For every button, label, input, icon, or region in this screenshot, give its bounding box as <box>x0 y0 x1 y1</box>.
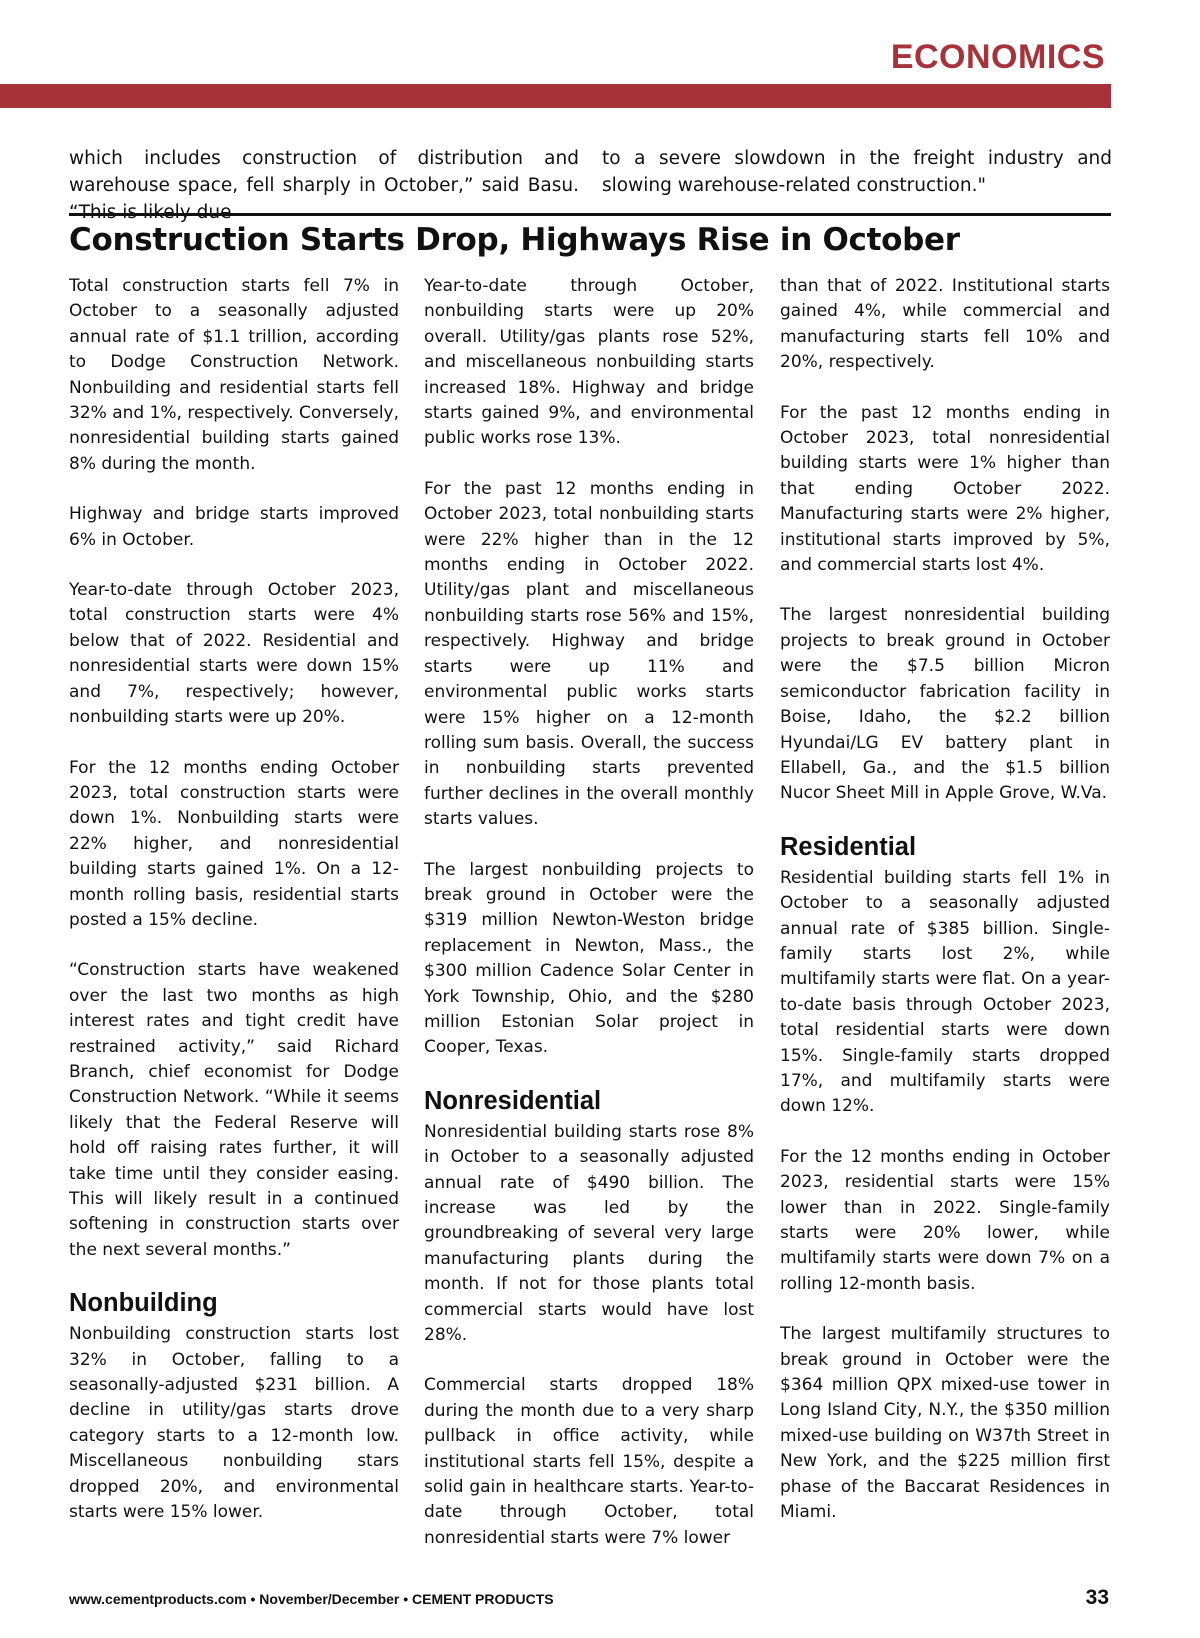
paragraph: Total construction starts fell 7% in October to a seasonally adjusted annual rate of $1.1 trillion, according to Dodge Construction Network. Nonbuilding and residential starts fell 32% and 1%, respectively. Conversely, nonresidential building starts gained 8% during the month. <box>69 276 400 474</box>
paragraph: The largest nonbuilding projects to break ground in October were the $319 million Newton-Weston bridge replacement in Newton, Mass., the $300 million Cadence Solar Center in York Township, Ohio, and the $280 million Estonian Solar project in Cooper, Texas. <box>424 859 754 1058</box>
subheading-residential: Residential <box>780 832 917 861</box>
lead-text-right: to a severe slowdown in the freight industry and slowing warehouse-related construction." <box>602 148 1112 196</box>
subheading-nonbuilding: Nonbuilding <box>69 1289 218 1318</box>
paragraph: For the past 12 months ending in October 2023, total nonbuilding starts were 22% higher than in the 12 months ending in October 2022. Utility/gas plant and miscellaneous nonbuilding starts rose 56% and 15%, respectively. Highway and bridge starts were up 11% and environmental public works starts were 15% higher on a 12-month rolling sum basis. Overall, the success in nonbuilding starts prevented further declines in the overall monthly starts values. <box>424 478 754 830</box>
paragraph: Nonresidential building starts rose 8% in October to a seasonally adjusted annual rate of $490 billion. The increase was led by the groundbreaking of several very large manufacturing plants during the month. If not for those plants total commercial starts would have lost 28%. <box>424 1121 754 1346</box>
article-column-1 <box>69 274 399 1550</box>
paragraph: Commercial starts dropped 18% during the month due to a very sharp pullback in office activity, while institutional starts fell 15%, despite a solid gain in healthcare starts. Year-to-date through October, total nonresidential starts were 7% lower <box>424 1375 754 1548</box>
paragraph: The largest multifamily structures to break ground in October were the $364 million QPX mixed-use tower in Long Island City, N.Y., the $350 million mixed-use building on W37th Street in New York, and the $225 million first phase of the Baccarat Residences in Miami. <box>780 1324 1110 1523</box>
paragraph: For the past 12 months ending in October 2023, total nonresidential building starts were 1% higher than that ending October 2022. Manufacturing starts were 2% higher, institutional starts improved by 5%, and commercial starts lost 4%. <box>780 402 1110 576</box>
section-label: ECONOMICS <box>890 38 1105 76</box>
section-color-bar <box>0 84 1111 108</box>
subheading-nonresidential: Nonresidential <box>424 1086 602 1115</box>
article-title: Construction Starts Drop, Highways Rise in October <box>69 222 960 258</box>
paragraph: Residential building starts fell 1% in October to a seasonally adjusted annual rate of $385 billion. Single-family starts lost 2%, while multifamily starts were flat. On a year-to-date basis through October 2023, total residential starts were down 15%. Single-family starts dropped 17%, and multifamily starts were down 12%. <box>780 867 1110 1117</box>
article-column-2 <box>424 274 754 1576</box>
footer-publication: www.cementproducts.com • November/December • CEMENT PRODUCTS <box>69 1591 554 1607</box>
paragraph: Year-to-date through October, nonbuilding starts were up 20% overall. Utility/gas plants rose 52%, and miscellaneous nonbuilding starts increased 18%. Highway and bridge starts gained 9%, and environmental public works rose 13%. <box>424 276 754 449</box>
lead-text-left: which includes construction of distribution and warehouse space, fell sharply in October,” said Basu. <box>69 148 579 196</box>
paragraph: Year-to-date through October 2023, total construction starts were 4% below that of 2022. Residential and nonresidential starts were down 15% and 7%, respectively; however, nonbuilding starts were up 20%. <box>69 580 399 728</box>
paragraph: Nonbuilding construction starts lost 32% in October, falling to a seasonally-adjusted $231 billion. A decline in utility/gas starts drove category starts to a 12-month low. Miscellaneous nonbuilding stars dropped 20%, and environmental starts were 15% lower. <box>69 1324 399 1523</box>
paragraph: “Construction starts have weakened over the last two months as high interest rates and tight credit have restrained activity,” said Richard Branch, chief economist for Dodge Construction Network. “While it seems likely that the Federal Reserve will hold off raising rates further, it will take time until they consider easing. This will likely result in a continued softening in construction starts over the next several months.” <box>69 960 399 1260</box>
paragraph: than that of 2022. Institutional starts gained 4%, while commercial and manufacturing starts fell 10% and 20%, respectively. <box>780 276 1110 373</box>
page-number: 33 <box>1085 1586 1109 1609</box>
paragraph: For the 12 months ending in October 2023, residential starts were 15% lower than in 2022. Single-family starts were 20% lower, while multifamily starts were down 7% on a rolling 12-month basis. <box>780 1146 1110 1294</box>
article-column-3 <box>780 274 1110 1550</box>
paragraph: For the 12 months ending October 2023, total construction starts were down 1%. Nonbuilding starts were 22% higher, and nonresidential building starts gained 1%. On a 12-month rolling basis, residential starts posted a 15% decline. <box>69 757 399 930</box>
paragraph: Highway and bridge starts improved 6% in October. <box>69 504 399 550</box>
paragraph: The largest nonresidential building projects to break ground in October were the $7.5 billion Micron semiconductor fabrication facility in Boise, Idaho, the $2.2 billion Hyundai/LG EV battery plant in Ellabell, Ga., and the $1.5 billion Nucor Sheet Mill in Apple Grove, W.Va. <box>780 605 1110 804</box>
